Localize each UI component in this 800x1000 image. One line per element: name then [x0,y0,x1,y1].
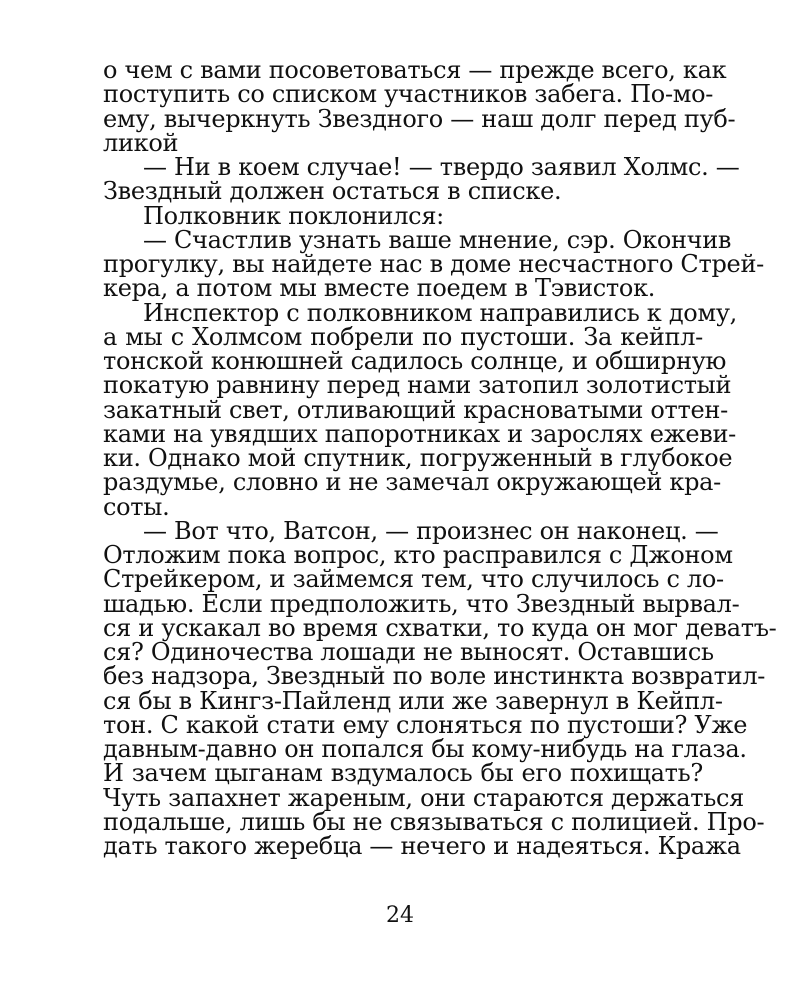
text-line: И зачем цыганам вздумалось бы его похищать? [103,759,703,788]
text-line: поступить со списком участников забега. По-мо- [103,80,714,109]
text-line: — Вот что, Ватсон, — произнес он наконец. — [143,516,719,545]
text-line: кера, а потом мы вместе поедем в Тэвисток. [103,274,656,303]
text-line: шадью. Если предположить, что Звездный вырвал- [103,589,740,618]
text-line: раздумье, словно и не замечал окружающей кра- [103,468,721,497]
text-line: ся бы в Кингз-Пайленд или же завернул в Кейпл- [103,686,723,715]
text-line: Инспектор с полковником направились к дому, [143,298,737,327]
text-line: Стрейкером, и займемся тем, что случилось с ло- [103,565,724,594]
text-line: тонской конюшней садилось солнце, и обширную [103,347,727,375]
text-line: прогулку, вы найдете нас в доме несчастного Стрей- [103,250,764,278]
text-line: дать такого жеребца — нечего и надеяться. Кража [103,832,741,860]
text-line: ликой [103,128,179,157]
text-line: покатую равнину перед нами затопил золотистый [103,371,732,400]
body-text [103,56,777,860]
text-line: подальше, лишь бы не связываться с полицией. Про- [103,807,765,836]
text-line: о чем с вами посоветоваться — прежде всего, как [103,56,727,84]
text-line: — Ни в коем случае! — твердо заявил Холмс. — [143,153,740,181]
text-line: без надзора, Звездный по воле инстинкта возвратил- [103,662,766,691]
text-line: закатный свет, отливающий красноватыми оттен- [103,395,728,424]
text-line: Чуть запахнет жареным, они стараются держаться [103,783,744,812]
text-line: — Счастлив узнать ваше мнение, сэр. Окончив [143,225,732,254]
text-line: соты. [103,492,170,521]
text-line: Звездный должен остаться в списке. [103,177,562,206]
text-line: давным-давно он попался бы кому-нибудь на глаза. [103,735,747,763]
text-line: Полковник поклонился: [143,201,444,230]
text-line: ся? Одиночества лошади не выносят. Оставшись [103,638,714,666]
text-line: ками на увядших папоротниках и зарослях ежеви- [103,419,736,448]
text-line: Отложим пока вопрос, кто расправился с Джоном [103,541,733,569]
text-line: тон. С какой стати ему слоняться по пустоши? Уже [103,710,748,739]
page-number: 24 [386,903,414,928]
text-line: ки. Однако мой спутник, погруженный в глубокое [103,444,733,472]
text-line: а мы с Холмсом побрели по пустоши. За кейпл- [103,322,703,351]
text-line: ся и ускакал во время схватки, то куда он мог деватъ- [103,613,777,642]
text-line: ему, вычеркнуть Звездного — наш долг перед пуб- [103,104,736,133]
